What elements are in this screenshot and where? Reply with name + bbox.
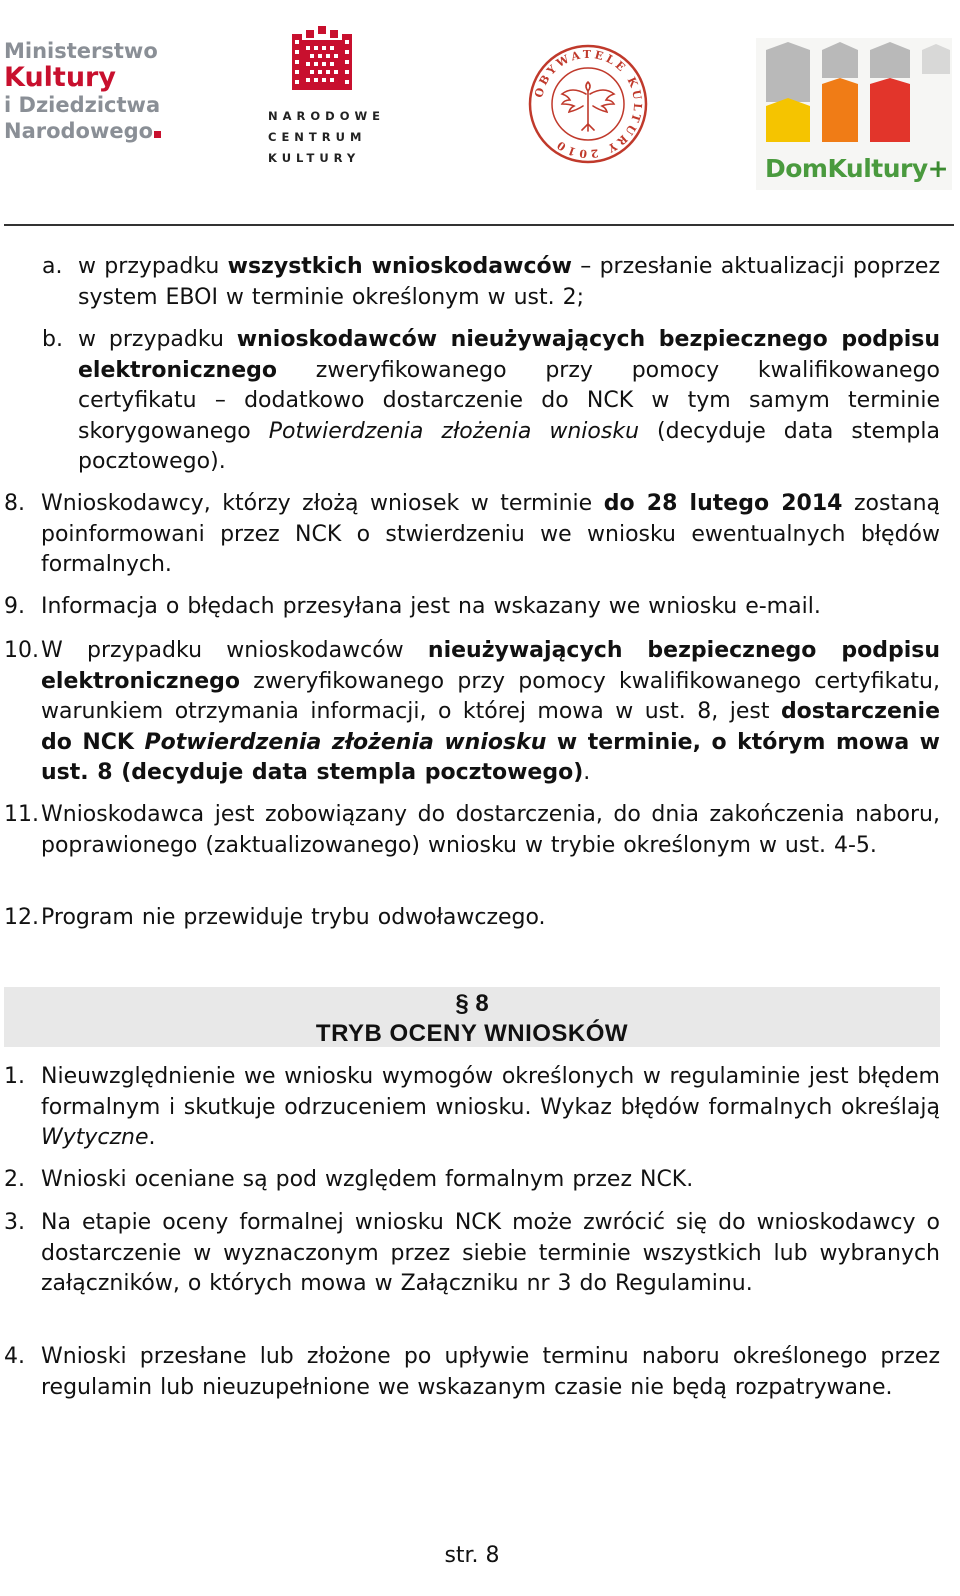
page-header <box>0 0 960 226</box>
paragraph-10: W przypadku wnioskodawców nieużywających bezpiecznego podpisu elektronicznego zweryfikowanego przy pomocy kwalifikowanego certyfikatu, warunkiem otrzymania informacji, o której mowa w ust. 8, jest dostarczenie do NCK Potwierdzenia złożenia wniosku w terminie, o którym mowa w ust. 8 (decyduje data stempla pocztowego). <box>41 638 940 785</box>
domkultury-houses-icon <box>756 38 952 150</box>
list-marker: 4. <box>4 1344 25 1369</box>
section-paragraph-2: Wnioski oceniane są pod względem formalnym przez NCK. <box>41 1167 694 1192</box>
list-marker: 3. <box>4 1210 25 1235</box>
logo-dot <box>154 131 161 138</box>
section-paragraph-1: Nieuwzględnienie we wniosku wymogów określonych w regulaminie jest błędem formalnym i skutkuje odrzuceniem wniosku. Wykaz błędów formalnych określają Wytyczne. <box>41 1064 940 1150</box>
obywatele-kultury-seal <box>528 42 648 170</box>
page-number: str. 8 <box>444 1543 500 1568</box>
list-marker: 2. <box>4 1167 25 1192</box>
list-marker: 8. <box>4 491 25 516</box>
list-marker: 10. <box>4 638 39 663</box>
section-title: TRYB OCENY WNIOSKÓW <box>315 1020 629 1047</box>
section-paragraph-4: Wnioski przesłane lub złożone po upływie terminu naboru określonego przez regulamin lub nieuzupełnione we wskazanym czasie nie będą rozpatrywane. <box>41 1344 940 1400</box>
domkultury-plus-logo: DomKultury+ <box>756 38 952 190</box>
section-number: § 8 <box>455 990 489 1017</box>
paragraph-12: Program nie przewiduje trybu odwoławczego. <box>41 905 546 930</box>
svg-text:OBYWATELE KULTURY 2010: OBYWATELE KULTURY 2010 <box>532 47 645 161</box>
ministry-of-culture-logo: Ministerstwo Kultury i Dziedzictwa Narodowego <box>4 39 161 143</box>
header-divider <box>4 224 954 226</box>
list-marker: 12. <box>4 905 39 930</box>
list-item-a: w przypadku wszystkich wnioskodawców – przesłanie aktualizacji poprzez system EBOI w terminie określonym w ust. 2; <box>78 254 941 310</box>
list-marker: b. <box>42 327 63 352</box>
paragraph-8: Wnioskodawcy, którzy złożą wniosek w terminie do 28 lutego 2014 zostaną poinformowani przez NCK o stwierdzeniu we wniosku ewentualnych błędów formalnych. <box>41 491 941 577</box>
nck-wordmark: NARODOWE CENTRUM KULTURY <box>268 109 386 165</box>
section-paragraph-3: Na etapie oceny formalnej wniosku NCK może zwrócić się do wnioskodawcy o dostarczenie w wyznaczonym przez siebie terminie wszystkich lub wybranych załączników, o których mowa w Załączniku nr 3 do Regulaminu. <box>41 1210 940 1296</box>
list-marker: 9. <box>4 594 25 619</box>
list-marker: 11. <box>4 802 39 827</box>
list-marker: a. <box>42 254 63 279</box>
paragraph-11: Wnioskodawca jest zobowiązany do dostarczenia, do dnia zakończenia naboru, poprawionego (zaktualizowanego) wniosku w trybie określonym w ust. 4-5. <box>41 802 940 858</box>
nck-logo <box>268 26 388 169</box>
seal-eagle-icon <box>528 42 648 166</box>
list-marker: 1. <box>4 1064 25 1089</box>
nck-emblem-icon <box>292 26 352 90</box>
paragraph-9: Informacja o błędach przesyłana jest na wskazany we wniosku e-mail. <box>41 594 821 619</box>
list-item-b: w przypadku wnioskodawców nieużywających bezpiecznego podpisu elektronicznego zweryfikowanego przy pomocy kwalifikowanego certyfikatu – dodatkowo dostarczenie do NCK w tym samym terminie skorygowanego Potwierdzenia złożenia wniosku (decyduje data stempla pocztowego). <box>78 327 940 474</box>
